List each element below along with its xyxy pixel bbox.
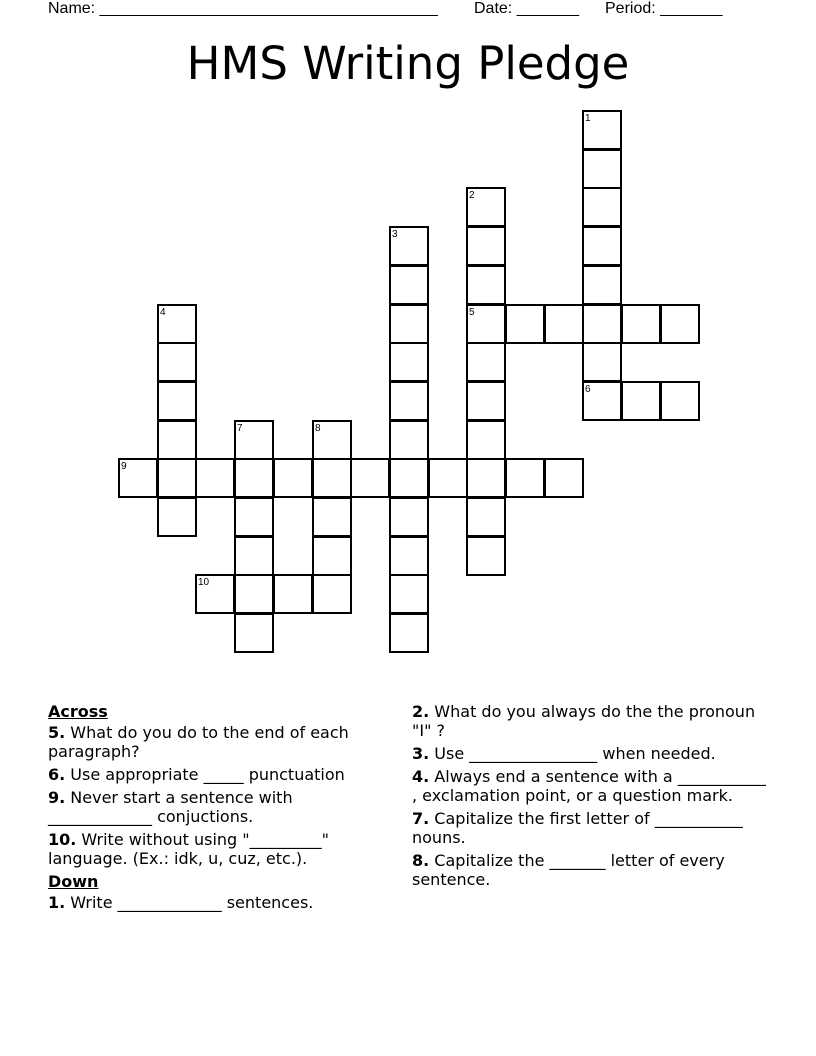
crossword-cell[interactable] (582, 149, 622, 189)
clue-down-1 (48, 893, 393, 912)
clue-number: 3. (412, 744, 430, 763)
crossword-cell[interactable] (544, 304, 584, 344)
crossword-cell[interactable] (505, 458, 545, 498)
clue-number: 1. (48, 893, 66, 912)
crossword-cell[interactable] (389, 265, 429, 305)
crossword-cell[interactable] (389, 574, 429, 614)
crossword-cell[interactable] (544, 458, 584, 498)
crossword-cell[interactable] (582, 381, 622, 421)
crossword-cell[interactable] (428, 458, 468, 498)
crossword-cell[interactable] (389, 381, 429, 421)
crossword-cell[interactable] (312, 458, 352, 498)
crossword-cell[interactable] (582, 304, 622, 344)
clue-text: Use appropriate _____ punctuation (65, 765, 345, 784)
crossword-cell[interactable] (273, 574, 313, 614)
cell-number: 5 (469, 307, 475, 318)
clue-down-8 (412, 851, 768, 889)
crossword-cell[interactable] (582, 226, 622, 266)
clue-number: 2. (412, 702, 430, 721)
crossword-cell[interactable] (234, 497, 274, 537)
crossword-cell[interactable] (389, 420, 429, 460)
period-field[interactable]: Period: _______ (605, 0, 723, 17)
crossword-cell[interactable] (157, 420, 197, 460)
crossword-cell[interactable] (389, 342, 429, 382)
clue-number: 9. (48, 788, 66, 807)
page-title: HMS Writing Pledge (186, 37, 630, 90)
crossword-cell[interactable] (312, 497, 352, 537)
crossword-cell[interactable] (466, 497, 506, 537)
clues-right-column (412, 702, 768, 893)
clue-text: Never start a sentence with _____________ conjuctions. (48, 788, 293, 826)
clue-down-7 (412, 809, 768, 847)
date-field[interactable]: Date: _______ (474, 0, 579, 17)
cell-number: 3 (392, 229, 398, 240)
down-heading: Down (48, 872, 99, 891)
clue-text: What do you do to the end of each paragraph? (48, 723, 349, 761)
crossword-cell[interactable] (389, 613, 429, 653)
crossword-cell[interactable] (312, 420, 352, 460)
clue-text: Capitalize the _______ letter of every sentence. (412, 851, 725, 889)
crossword-cell[interactable] (466, 536, 506, 576)
across-heading: Across (48, 702, 108, 721)
clue-down-2 (412, 702, 768, 740)
clue-down-3 (412, 744, 768, 763)
crossword-cell[interactable] (195, 458, 235, 498)
cell-number: 7 (237, 423, 243, 434)
crossword-cell[interactable] (234, 613, 274, 653)
crossword-cell[interactable] (582, 342, 622, 382)
crossword-cell[interactable] (273, 458, 313, 498)
clue-number: 6. (48, 765, 66, 784)
crossword-cell[interactable] (234, 420, 274, 460)
clue-number: 8. (412, 851, 430, 870)
cell-number: 9 (121, 461, 127, 472)
crossword-cell[interactable] (157, 342, 197, 382)
clue-number: 4. (412, 767, 430, 786)
crossword-cell[interactable] (466, 381, 506, 421)
clue-across-9 (48, 788, 393, 826)
cell-number: 2 (469, 190, 475, 201)
name-field[interactable]: Name: ______________________________________ (48, 0, 438, 17)
clue-number: 7. (412, 809, 430, 828)
crossword-cell[interactable] (157, 381, 197, 421)
crossword-cell[interactable] (582, 265, 622, 305)
crossword-cell[interactable] (466, 342, 506, 382)
crossword-cell[interactable] (582, 110, 622, 150)
crossword-cell[interactable] (466, 187, 506, 227)
crossword-cell[interactable] (389, 536, 429, 576)
clue-text: Use ________________ when needed. (429, 744, 716, 763)
crossword-cell[interactable] (312, 536, 352, 576)
crossword-cell[interactable] (582, 187, 622, 227)
crossword-cell[interactable] (157, 304, 197, 344)
cell-number: 6 (585, 384, 591, 395)
crossword-cell[interactable] (389, 304, 429, 344)
clue-text: Write _____________ sentences. (65, 893, 314, 912)
clue-text: Write without using "_________" language. (Ex.: idk, u, cuz, etc.). (48, 830, 330, 868)
crossword-cell[interactable] (660, 304, 700, 344)
clue-down-4 (412, 767, 768, 805)
crossword-cell[interactable] (466, 265, 506, 305)
crossword-cell[interactable] (195, 574, 235, 614)
crossword-cell[interactable] (466, 304, 506, 344)
clue-across-6 (48, 765, 393, 784)
clue-text: Capitalize the first letter of ___________ nouns. (412, 809, 743, 847)
clue-text: Always end a sentence with a ___________ , exclamation point, or a question mark. (412, 767, 766, 805)
crossword-cell[interactable] (234, 574, 274, 614)
cell-number: 4 (160, 307, 166, 318)
crossword-cell[interactable] (466, 226, 506, 266)
clues-left-column (48, 702, 393, 916)
crossword-cell[interactable] (157, 458, 197, 498)
clue-text: What do you always do the the pronoun "I" ? (412, 702, 756, 740)
crossword-cell[interactable] (389, 226, 429, 266)
crossword-cell[interactable] (312, 574, 352, 614)
crossword-cell[interactable] (466, 420, 506, 460)
clue-across-10 (48, 830, 393, 868)
crossword-cell[interactable] (157, 497, 197, 537)
crossword-cell[interactable] (118, 458, 158, 498)
crossword-cell[interactable] (234, 458, 274, 498)
clue-number: 10. (48, 830, 77, 849)
cell-number: 10 (198, 577, 210, 588)
crossword-cell[interactable] (234, 536, 274, 576)
crossword-cell[interactable] (389, 458, 429, 498)
clue-number: 5. (48, 723, 66, 742)
crossword-cell[interactable] (389, 497, 429, 537)
cell-number: 1 (585, 113, 591, 124)
cell-number: 8 (315, 423, 321, 434)
clue-across-5 (48, 723, 393, 761)
crossword-cell[interactable] (621, 304, 661, 344)
crossword-cell[interactable] (350, 458, 390, 498)
crossword-cell[interactable] (466, 458, 506, 498)
crossword-cell[interactable] (505, 304, 545, 344)
crossword-cell[interactable] (660, 381, 700, 421)
crossword-cell[interactable] (621, 381, 661, 421)
